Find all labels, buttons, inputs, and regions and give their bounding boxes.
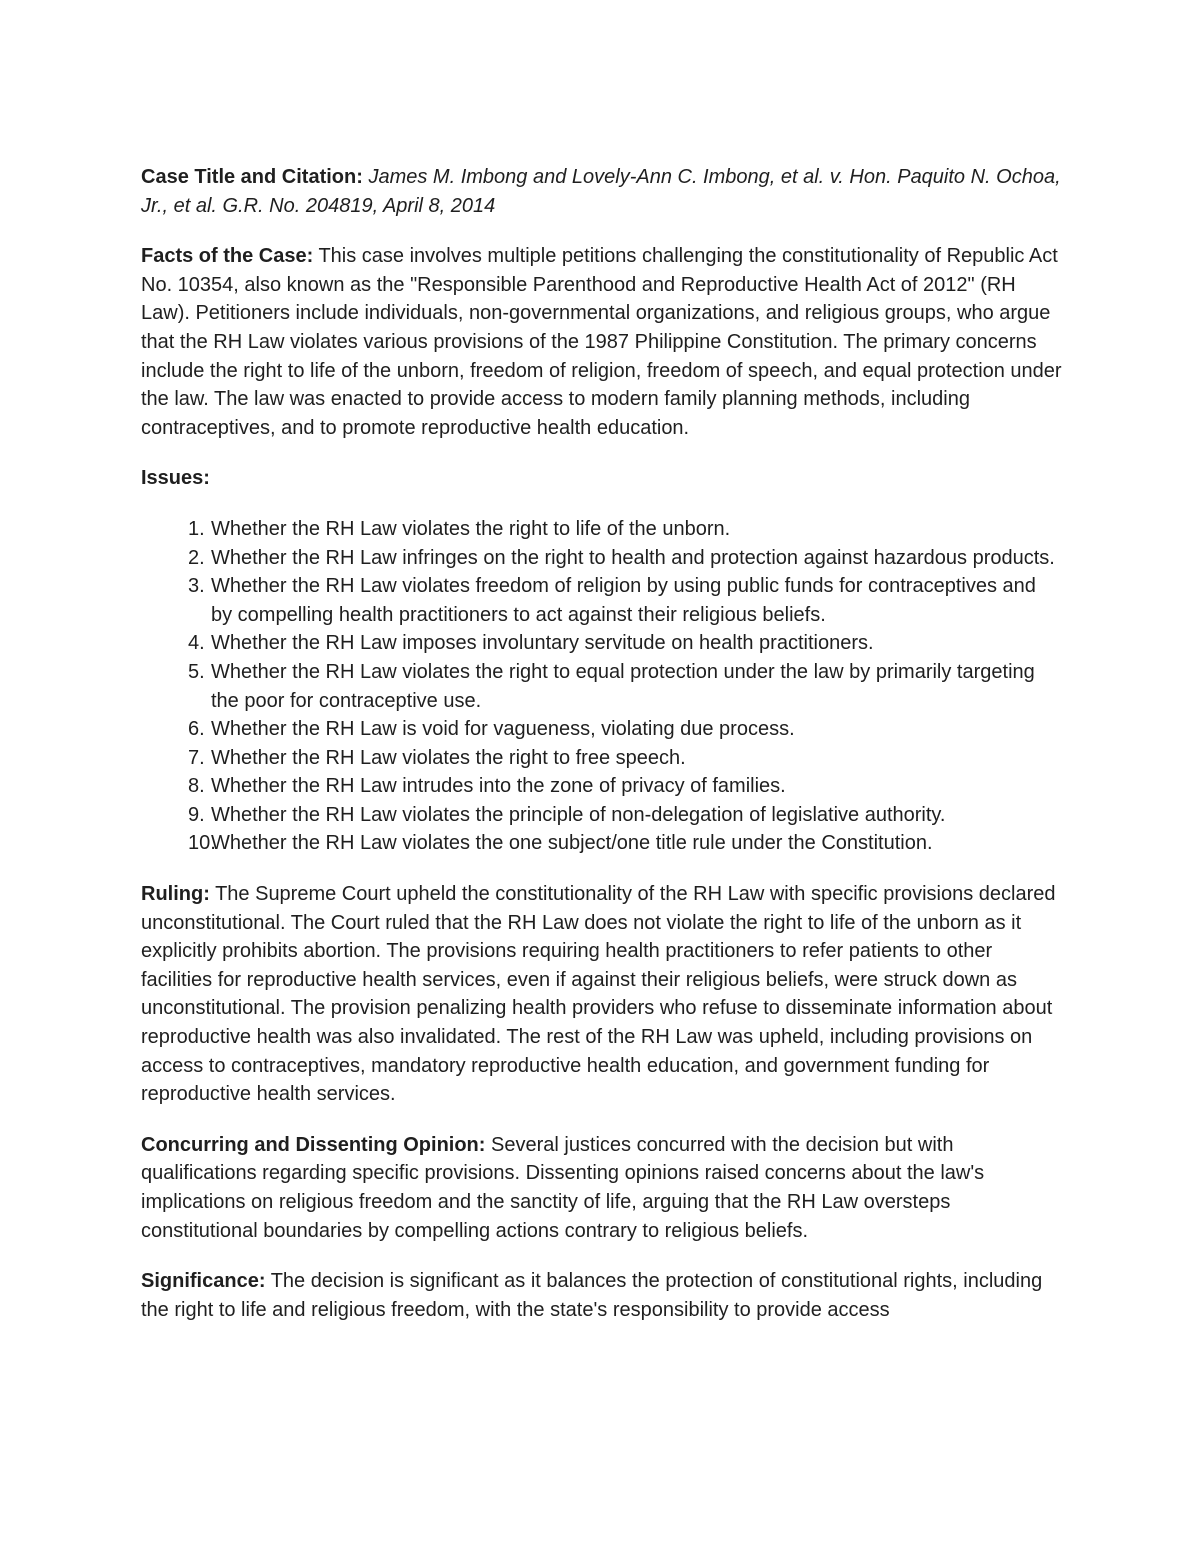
- facts-text: This case involves multiple petitions challenging the constitutionality of Republic Act No. 10354, also known as the "Responsible Parenthood and Reproductive Health Act of 2012" (RH Law). Petitioners include individuals, non-governmental organizations, and religious groups, who argue that the RH Law violates various provisions of the 1987 Philippine Constitution. The primary concerns include the right to life of the unborn, freedom of religion, freedom of speech, and equal protection under the law. The law was enacted to provide access to modern family planning methods, including contraceptives, and to promote reproductive health education.: [141, 245, 1062, 439]
- issue-text: Whether the RH Law violates the right to life of the unborn.: [211, 517, 731, 540]
- significance-label: Significance:: [141, 1270, 266, 1293]
- issue-item: [141, 544, 1066, 573]
- issue-number: 1.: [188, 517, 205, 540]
- issue-text: Whether the RH Law violates the right to equal protection under the law by primarily targeting the poor for contraceptive use.: [211, 660, 1035, 712]
- issue-item: [141, 829, 1066, 858]
- issue-text: Whether the RH Law infringes on the right to health and protection against hazardous products.: [211, 546, 1055, 569]
- case-title-paragraph: [141, 163, 1066, 220]
- ruling-text: The Supreme Court upheld the constitutionality of the RH Law with specific provisions declared unconstitutional. The Court ruled that the RH Law does not violate the right to life of the unborn as it explicitly prohibits abortion. The provisions requiring health practitioners to refer patients to other facilities for reproductive health services, even if against their religious beliefs, were struck down as unconstitutional. The provision penalizing health providers who refuse to disseminate information about reproductive health was also invalidated. The rest of the RH Law was upheld, including provisions on access to contraceptives, mandatory reproductive health education, and government funding for reproductive health services.: [141, 883, 1056, 1106]
- issue-text: Whether the RH Law violates the principle of non-delegation of legislative authority.: [211, 803, 946, 826]
- issue-number: 9.: [188, 803, 205, 826]
- issue-item: [141, 629, 1066, 658]
- issue-number: 3.: [188, 575, 205, 598]
- issue-number: 10.: [188, 832, 216, 855]
- issue-number: 8.: [188, 775, 205, 798]
- case-title-label: Case Title and Citation:: [141, 166, 363, 188]
- issue-text: Whether the RH Law violates the right to free speech.: [211, 746, 686, 769]
- issue-item: [141, 658, 1066, 715]
- issue-item: [141, 515, 1066, 544]
- ruling-paragraph: [141, 880, 1066, 1109]
- issue-text: Whether the RH Law violates freedom of religion by using public funds for contraceptives and by compelling health practitioners to act against their religious beliefs.: [211, 575, 1036, 626]
- significance-paragraph: [141, 1267, 1066, 1324]
- issues-list: [141, 515, 1066, 858]
- issue-number: 2.: [188, 546, 205, 569]
- issue-text: Whether the RH Law is void for vagueness, violating due process.: [211, 718, 795, 741]
- issues-heading: [141, 464, 1066, 493]
- issues-label: Issues:: [141, 467, 210, 490]
- issue-item: [141, 772, 1066, 801]
- significance-text: The decision is significant as it balances the protection of constitutional rights, including the right to life and religious freedom, with the state's responsibility to provide access: [141, 1270, 1043, 1321]
- facts-paragraph: [141, 242, 1066, 442]
- issue-item: [141, 572, 1066, 629]
- opinion-label: Concurring and Dissenting Opinion:: [141, 1133, 486, 1156]
- issue-number: 4.: [188, 632, 205, 655]
- issue-item: [141, 715, 1066, 744]
- issue-number: 6.: [188, 718, 205, 741]
- issue-text: Whether the RH Law violates the one subject/one title rule under the Constitution.: [211, 832, 933, 855]
- case-title-text: James M. Imbong and Lovely-Ann C. Imbong, et al. v. Hon. Paquito N. Ochoa, Jr., et al. G.R. No. 204819, April 8, 2014: [141, 166, 1061, 217]
- document-page: [141, 163, 1066, 1346]
- issue-number: 7.: [188, 746, 205, 769]
- ruling-label: Ruling:: [141, 883, 210, 906]
- opinion-paragraph: [141, 1131, 1066, 1245]
- issue-item: [141, 801, 1066, 830]
- issue-text: Whether the RH Law intrudes into the zone of privacy of families.: [211, 775, 786, 798]
- issue-item: [141, 744, 1066, 773]
- issue-text: Whether the RH Law imposes involuntary servitude on health practitioners.: [211, 632, 874, 655]
- opinion-text: Several justices concurred with the decision but with qualifications regarding specific provisions. Dissenting opinions raised concerns about the law's implications on religious freedom and the sanctity of life, arguing that the RH Law oversteps constitutional boundaries by compelling actions contrary to religious beliefs.: [141, 1133, 985, 1242]
- facts-label: Facts of the Case:: [141, 245, 314, 268]
- issue-number: 5.: [188, 660, 205, 683]
